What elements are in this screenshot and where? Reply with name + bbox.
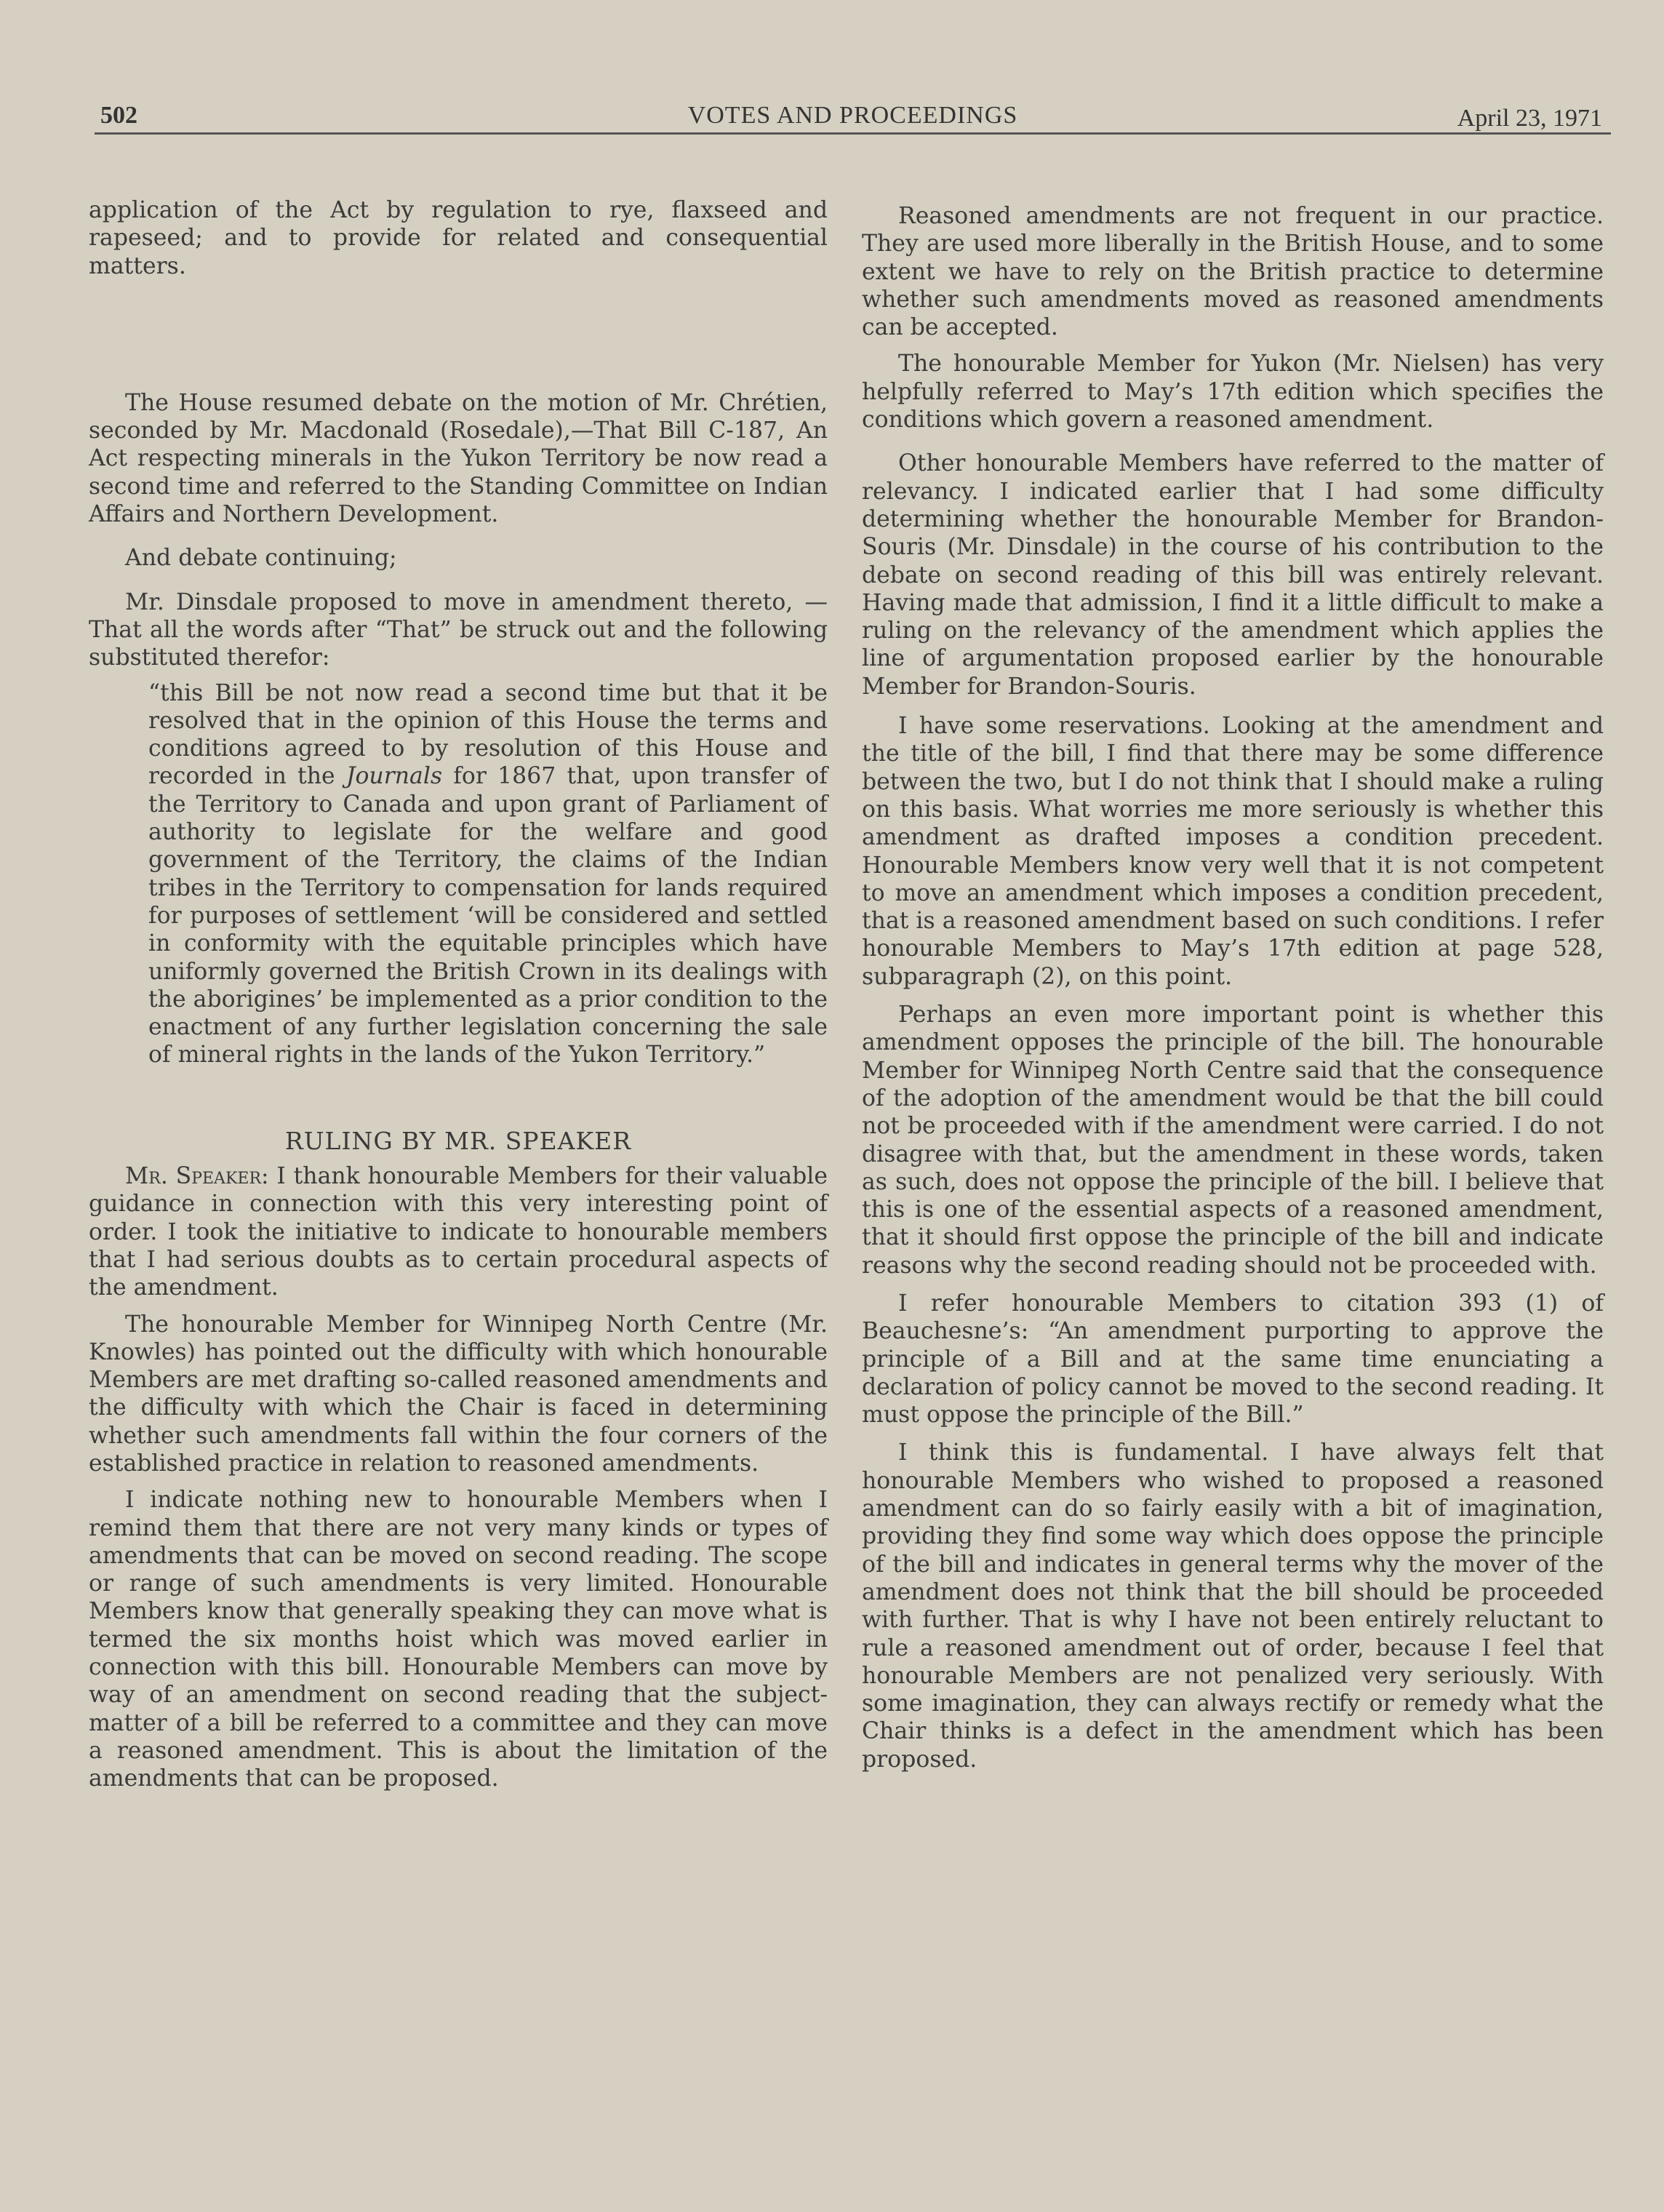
paragraph: The House resumed debate on the motion of Mr. Chrétien, seconded by Mr. Macdonald (Rosedale),—That Bill C-187, An Act respecting minerals in the Yukon Territory be now read a second time and referred to the Standing Committee on Indian Affairs and Northern Development.	[89, 389, 828, 528]
paragraph: application of the Act by regulation to rye, flaxseed and rapeseed; and to provide for related and consequential matters.	[89, 197, 828, 279]
paragraph: The honourable Member for Yukon (Mr. Nielsen) has very helpfully referred to May’s 17th edition which specifies the conditions which govern a reasoned amendment.	[862, 351, 1604, 434]
speaker-label: Mr. Speaker	[125, 1163, 262, 1190]
paragraph: Other honourable Members have referred to the matter of relevancy. I indicated earlier that I had some difficulty determining whether the honourable Member for Brandon-Souris (Mr. Dinsdale) in the course of his contribution to the debate on second reading of this bill was entirely relevant. Having made that admission, I find it a little difficult to make a ruling on the relevancy of the amendment which applies the line of argumentation proposed earlier by the honourable Member for Brandon-Souris.	[862, 450, 1604, 700]
page-header	[95, 100, 1611, 135]
right-column	[862, 196, 1604, 1773]
journals-italic: Journals	[345, 763, 443, 790]
paragraph: Mr. Speaker: I thank honourable Members for their valuable guidance in connection with this very interesting point of order. I took the initiative to indicate to honourable members that I had serious doubts as to certain procedural aspects of the amendment.	[89, 1163, 828, 1301]
paragraph: The honourable Member for Winnipeg North Centre (Mr. Knowles) has pointed out the difficulty with which honourable Members are met drafting so-called reasoned amendments and the difficulty with which the Chair is faced in determining whether such amendments fall within the four corners of the established practice in relation to reasoned amendments.	[89, 1311, 828, 1477]
paragraph: And debate continuing;	[125, 545, 397, 572]
paragraph: Reasoned amendments are not frequent in our practice. They are used more liberally in the British House, and to some extent we have to rely on the British practice to determine whether such amendments moved as reasoned amendments can be accepted.	[862, 203, 1604, 341]
paragraph: Perhaps an even more important point is whether this amendment opposes the principle of the bill. The honourable Member for Winnipeg North Centre said that the consequence of the adoption of the amendment would be that the bill could not be proceeded with if the amendment were carried. I do not disagree with that, but the amendment in these words, taken as such, does not oppose the principle of the bill. I believe that this is one of the essential aspects of a reasoned amendment, that it should first oppose the principle of the bill and indicate reasons why the second reading should not be proceeded with.	[862, 1002, 1604, 1279]
running-title: VOTES AND PROCEEDINGS	[687, 102, 1018, 129]
header-date: April 23, 1971	[1457, 105, 1602, 132]
page-number: 502	[100, 102, 137, 129]
quoted-amendment: “this Bill be not now read a second time but that it be resolved that in the opinion of this House the terms and conditions agreed to by resolution of this House and recorded in the Journals for 1867 that, upon transfer of the Territory to Canada and upon grant of Parliament of authority to legislate for the welfare and good government of the Territory, the claims of the Indian tribes in the Territory to compensation for lands required for purposes of settlement ‘will be considered and settled in conformity with the equitable principles which have uniformly governed the British Crown in its dealings with the aborigines’ be implemented as a prior condition to the enactment of any further legislation concerning the sale of mineral rights in the lands of the Yukon Territory.”	[148, 679, 828, 1069]
section-heading: RULING BY MR. SPEAKER	[284, 1126, 632, 1155]
paragraph: I refer honourable Members to citation 393 (1) of Beauchesne’s: “An amendment purporting to approve the principle of a Bill and at the same time enunciating a declaration of policy cannot be moved to the second reading. It must oppose the principle of the Bill.”	[862, 1290, 1604, 1429]
left-column	[89, 196, 828, 1793]
paragraph: Mr. Dinsdale proposed to move in amendment thereto, —That all the words after “That” be struck out and the following substituted therefor:	[89, 588, 828, 671]
paragraph: I think this is fundamental. I have always felt that honourable Members who wished to proposed a reasoned amendment can do so fairly easily with a bit of imagination, providing they find some way which does oppose the principle of the bill and indicates in general terms why the mover of the amendment does not think that the bill should be proceeded with further. That is why I have not been entirely reluctant to rule a reasoned amendment out of order, because I feel that honourable Members are not penalized very seriously. With some imagination, they can always rectify or remedy what the Chair thinks is a defect in the amendment which has been proposed.	[862, 1440, 1604, 1773]
paragraph: I indicate nothing new to honourable Members when I remind them that there are not very many kinds or types of amendments that can be moved on second reading. The scope or range of such amendments is very limited. Honourable Members know that generally speaking they can move what is termed the six months hoist which was moved earlier in connection with this bill. Honourable Members can move by way of an amendment on second reading that the subject-matter of a bill be referred to a committee and they can move a reasoned amendment. This is about the limitation of the amendments that can be proposed.	[89, 1487, 828, 1792]
paragraph: I have some reservations. Looking at the amendment and the title of the bill, I find that there may be some difference between the two, but I do not think that I should make a ruling on this basis. What worries me more seriously is whether this amendment as drafted imposes a condition precedent. Honourable Members know very well that it is not competent to move an amendment which imposes a condition precedent, that is a reasoned amendment based on such conditions. I refer honourable Members to May’s 17th edition at page 528, subparagraph (2), on this point.	[862, 713, 1604, 990]
